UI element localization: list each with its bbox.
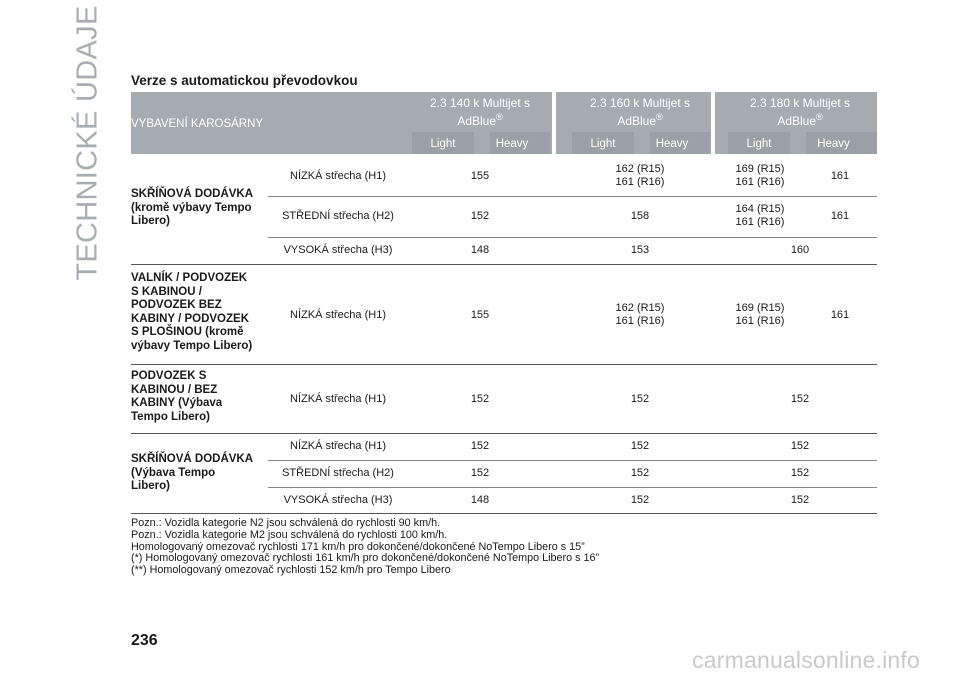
group-label: SKŘÍŇOVÁ DODÁVKA (Výbava Tempo Libero) bbox=[131, 453, 254, 492]
footnote: Pozn.: Vozidla kategorie M2 jsou schválená do rychlosti 100 km/h. bbox=[131, 528, 448, 541]
footnote: Homologovaný omezovač rychlosti 171 km/h pro dokončené/dokončené NoTempo Libero s 15” bbox=[131, 540, 585, 553]
row-separator bbox=[268, 487, 877, 488]
sub-light-160: Light bbox=[590, 138, 616, 150]
row-separator bbox=[268, 460, 877, 461]
section-tab: TECHNICKÉ ÚDAJE bbox=[71, 5, 104, 281]
watermark: carmanualsonline.info bbox=[692, 647, 920, 673]
row-separator bbox=[268, 237, 877, 238]
group-separator bbox=[131, 264, 877, 265]
sub-heavy-180: Heavy bbox=[817, 138, 850, 150]
group-label: SKŘÍŇOVÁ DODÁVKA (kromě výbavy Tempo Libero) bbox=[131, 188, 254, 227]
group-label: PODVOZEK S KABINOU / BEZ KABINY (Výbava Tempo Libero) bbox=[131, 370, 223, 423]
footnotes bbox=[131, 518, 599, 577]
group-separator bbox=[131, 513, 877, 514]
engine-col-140: 2.3 140 k Multijet s AdBlue® bbox=[429, 96, 531, 128]
page-title: Verze s automatickou převodovkou bbox=[131, 73, 358, 88]
sub-heavy-160: Heavy bbox=[655, 138, 689, 150]
engine-col-160: 2.3 160 k Multijet s AdBlue® bbox=[589, 96, 691, 128]
group-label: VALNÍK / PODVOZEK S KABINOU / PODVOZEK BEZ KABINY / PODVOZEK S PLOŠINOU (kromě výbavy Tempo Libero) bbox=[131, 272, 253, 352]
group-separator bbox=[131, 433, 877, 434]
sub-light-180: Light bbox=[746, 138, 772, 150]
sub-light-140: Light bbox=[430, 138, 456, 150]
header-label: VYBAVENÍ KAROSÁRNY bbox=[131, 118, 264, 130]
row-separator bbox=[268, 196, 877, 197]
sub-heavy-140: Heavy bbox=[495, 138, 529, 150]
footnote: (*) Homologovaný omezovač rychlosti 161 km/h pro dokončené/dokončené NoTempo Libero s 16” bbox=[131, 552, 600, 565]
footnote: Pozn.: Vozidla kategorie N2 jsou schválená do rychlosti 90 km/h. bbox=[131, 517, 441, 529]
page-number: 236 bbox=[131, 632, 158, 649]
group-separator bbox=[131, 364, 877, 365]
engine-col-180: 2.3 180 k Multijet s AdBlue® bbox=[749, 96, 851, 128]
footnote: (**) Homologovaný omezovač rychlosti 152 km/h pro Tempo Libero bbox=[131, 564, 451, 577]
header-divider bbox=[552, 92, 556, 154]
header-divider bbox=[711, 92, 715, 154]
